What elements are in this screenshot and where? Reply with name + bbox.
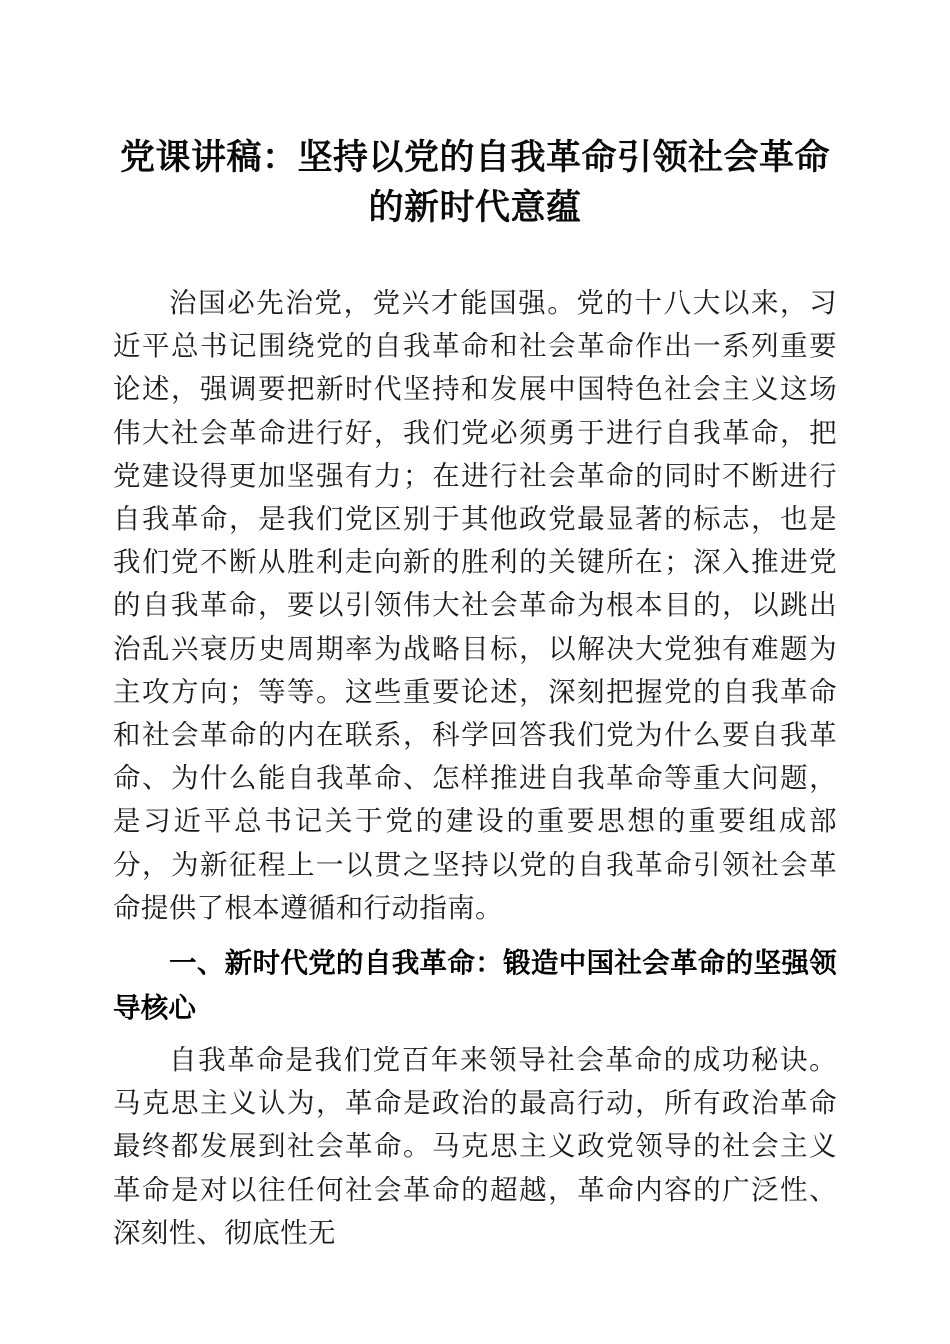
section-heading-1: 一、新时代党的自我革命：锻造中国社会革命的坚强领导核心 [113,947,837,1024]
paragraph-intro: 治国必先治党，党兴才能国强。党的十八大以来，习近平总书记围绕党的自我革命和社会革命作出一系列重要论述，强调要把新时代坚持和发展中国特色社会主义这场伟大社会革命进行好，我们党必须勇于进行自我革命，把党建设得更加坚强有力；在进行社会革命的同时不断进行自我革命，是我们党区别于其他政党最显著的标志，也是我们党不断从胜利走向新的胜利的关键所在；深入推进党的自我革命，要以引领伟大社会革命为根本目的，以跳出治乱兴衰历史周期率为战略目标，以解决大党独有难题为主攻方向；等等。这些重要论述，深刻把握党的自我革命和社会革命的内在联系，科学回答我们党为什么要自我革命、为什么能自我革命、怎样推进自我革命等重大问题，是习近平总书记关于党的建设的重要思想的重要组成部分，为新征程上一以贯之坚持以党的自我革命引领社会革命提供了根本遵循和行动指南。 [113,287,837,923]
paragraph-section-1-body: 自我革命是我们党百年来领导社会革命的成功秘诀。马克思主义认为，革命是政治的最高行动，所有政治革命最终都发展到社会革命。马克思主义政党领导的社会主义革命是对以往任何社会革命的超越，革命内容的广泛性、深刻性、彻底性无 [113,1044,837,1248]
document-content-column [113,0,837,1254]
page-title: 党课讲稿：坚持以党的自我革命引领社会革命的新时代意蕴 [119,138,830,227]
